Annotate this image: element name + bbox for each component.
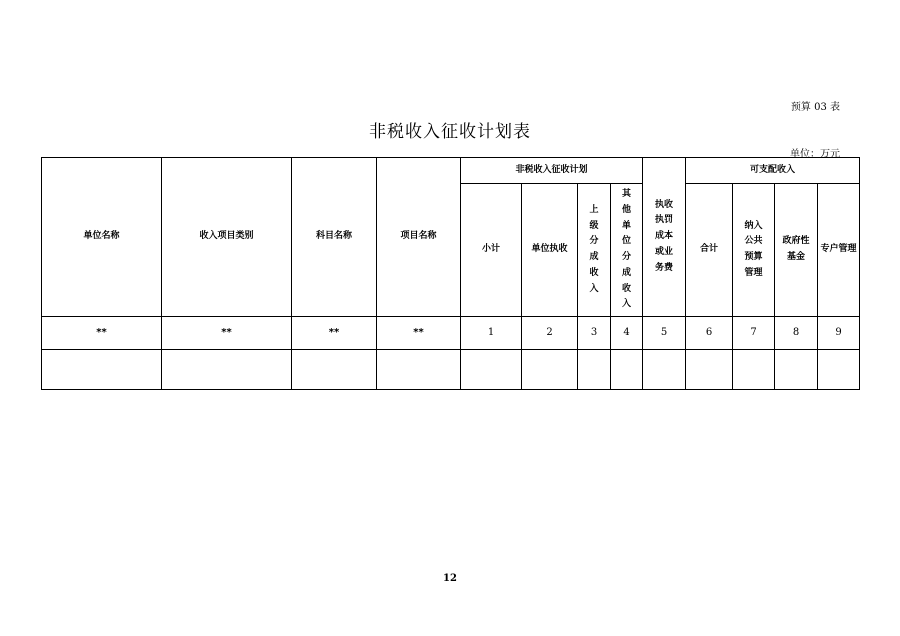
empty-cell <box>162 350 292 390</box>
header-upper-share-text: 上级分成收入 <box>589 204 599 294</box>
header-subtotal: 小计 <box>461 184 522 317</box>
empty-cell <box>611 350 643 390</box>
empty-cell <box>377 350 461 390</box>
empty-cell <box>522 350 578 390</box>
empty-cell <box>42 350 162 390</box>
empty-cell <box>461 350 522 390</box>
page-number: 12 <box>443 573 457 584</box>
index-cell: 2 <box>522 317 578 350</box>
page-title: 非税收入征收计划表 <box>369 122 531 142</box>
header-unit-name: 单位名称 <box>42 158 162 317</box>
header-gov-fund-text: 政府性基金 <box>782 236 810 262</box>
header-public-budget <box>733 184 775 317</box>
index-cell: 3 <box>578 317 611 350</box>
header-gov-fund <box>775 184 818 317</box>
form-number: 预算 03 表 <box>790 102 840 113</box>
index-cell: 9 <box>818 317 860 350</box>
header-income-category: 收入项目类别 <box>162 158 292 317</box>
empty-cell <box>686 350 733 390</box>
index-row <box>42 317 860 350</box>
index-cell: ** <box>377 317 461 350</box>
index-cell: 5 <box>643 317 686 350</box>
index-cell: ** <box>292 317 377 350</box>
header-total: 合计 <box>686 184 733 317</box>
plan-table <box>41 157 860 390</box>
header-upper-share <box>578 184 611 317</box>
index-cell: 8 <box>775 317 818 350</box>
header-special-text: 专户管理 <box>820 244 857 255</box>
index-cell: 1 <box>461 317 522 350</box>
index-cell: ** <box>162 317 292 350</box>
empty-cell <box>733 350 775 390</box>
empty-cell <box>818 350 860 390</box>
header-disposable-group: 可支配收入 <box>686 158 860 184</box>
unit-label: 单位：万元 <box>790 149 840 160</box>
header-project-name: 项目名称 <box>377 158 461 317</box>
header-other-share <box>611 184 643 317</box>
index-cell: 6 <box>686 317 733 350</box>
empty-cell <box>775 350 818 390</box>
header-plan-group: 非税收入征收计划 <box>461 158 643 184</box>
empty-cell <box>578 350 611 390</box>
header-subject-name: 科目名称 <box>292 158 377 317</box>
table-row <box>42 350 860 390</box>
index-cell: 4 <box>611 317 643 350</box>
index-cell: 7 <box>733 317 775 350</box>
empty-cell <box>643 350 686 390</box>
header-cost <box>643 158 686 317</box>
index-cell: ** <box>42 317 162 350</box>
header-public-budget-text: 纳入公共预算管理 <box>744 220 763 278</box>
header-special <box>818 184 860 317</box>
header-unit-collect: 单位执收 <box>522 184 578 317</box>
header-other-share-text: 其他单位分成收入 <box>621 189 631 310</box>
empty-cell <box>292 350 377 390</box>
header-cost-text: 执收执罚成本或业务费 <box>655 199 674 273</box>
